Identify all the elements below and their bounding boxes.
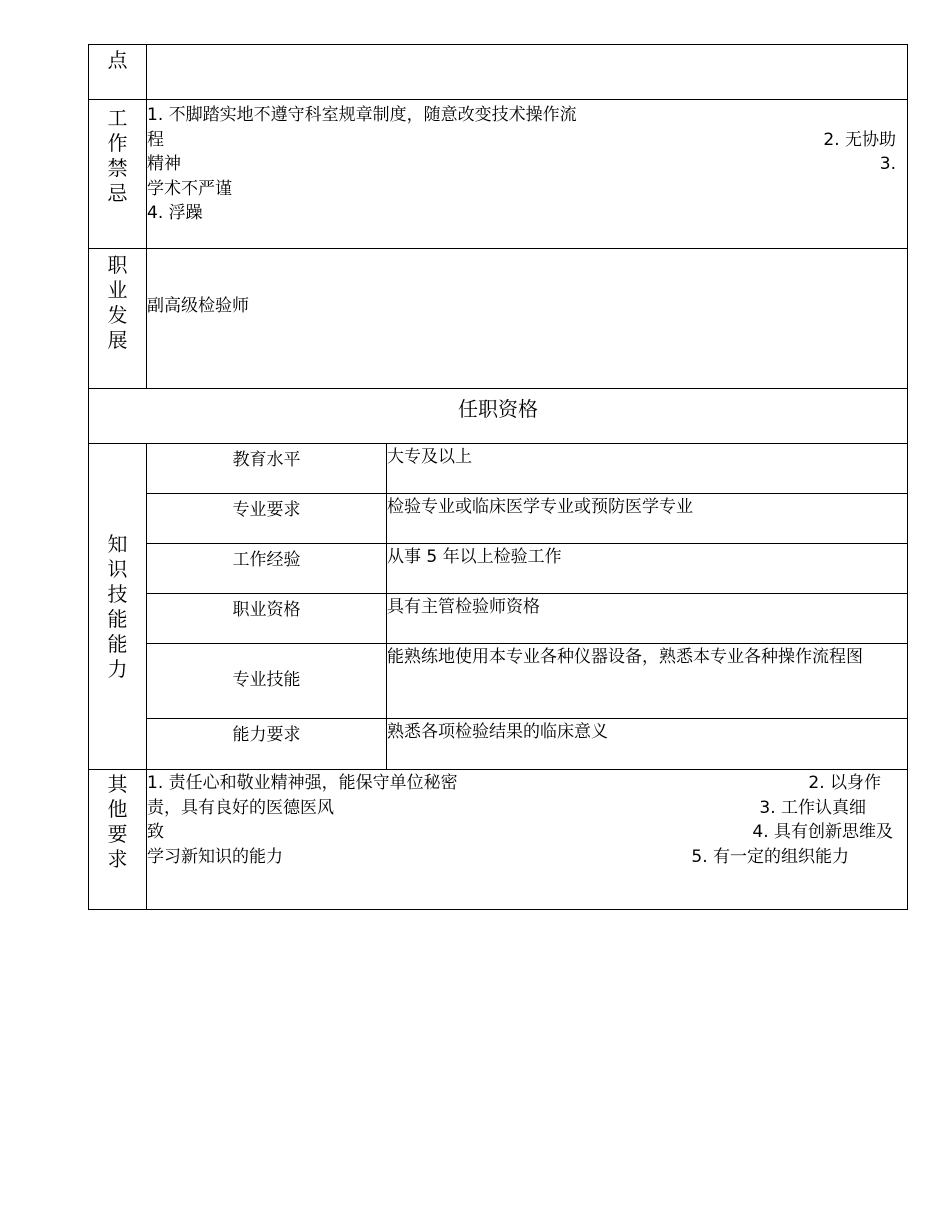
row-content-career [147,249,908,389]
row-content-other [147,770,908,910]
knowledge-label: 工作经验 [232,550,301,570]
knowledge-label: 专业要求 [232,500,301,520]
prohibition-line: 2. 无协助 [823,129,896,150]
knowledge-value-cell [387,644,908,719]
prohibition-line: 学术不严谨 [147,178,232,199]
knowledge-row [89,494,908,544]
knowledge-label: 职业资格 [232,600,301,620]
prohibition-line: 4. 浮躁 [147,203,203,223]
prohibition-line: 1. 不脚踏实地不遵守科室规章制度，随意改变技术操作流 [147,105,577,125]
other-line [147,771,907,796]
knowledge-label-cell [147,544,387,594]
knowledge-value-cell [387,719,908,770]
knowledge-value: 能熟练地使用本专业各种仪器设备，熟悉本专业各种操作流程图 [387,647,863,667]
knowledge-row [89,644,908,719]
other-line-right: 3. 工作认真细 [759,797,866,818]
other-line [147,820,907,845]
knowledge-value: 大专及以上 [387,447,472,467]
knowledge-value: 熟悉各项检验结果的临床意义 [387,722,608,742]
knowledge-value: 具有主管检验师资格 [387,597,540,617]
knowledge-label-cell [147,719,387,770]
row-career [89,249,908,389]
knowledge-label: 专业技能 [232,669,301,690]
knowledge-row [89,544,908,594]
job-description-table [88,44,908,910]
row-qualifications-title [89,389,908,444]
knowledge-row [89,719,908,770]
knowledge-row [89,444,908,494]
knowledge-label-cell [147,444,387,494]
section-title-cell [89,389,908,444]
row-content-prohibitions: 1. 不脚踏实地不遵守科室规章制度，随意改变技术操作流 程 2. 无协助 精神 3. 学术不严谨 4. 浮躁 [147,100,908,249]
other-line [147,845,907,870]
row-other [89,770,908,910]
other-line-left: 学习新知识的能力 [147,846,283,867]
other-line-right: 5. 有一定的组织能力 [691,846,849,867]
knowledge-value: 从事 5 年以上检验工作 [387,547,562,567]
section-title: 任职资格 [458,397,538,421]
other-line-left: 致 [147,822,164,842]
row-dian [89,45,908,100]
other-line-left: 责，具有良好的医德医风 [147,797,334,818]
other-line-right: 4. 具有创新思维及 [752,822,893,842]
other-line-left: 1. 责任心和敬业精神强，能保守单位秘密 [147,773,458,793]
knowledge-row [89,594,908,644]
knowledge-label-cell [147,594,387,644]
other-line [147,796,907,821]
other-line-right: 2. 以身作 [808,773,881,793]
career-path: 副高级检验师 [147,296,249,316]
row-header-label: 职业发展 [107,253,128,352]
row-header-label: 点 [107,48,128,72]
row-header-label: 其他要求 [107,772,128,871]
row-prohibitions [89,100,908,249]
row-header-dian [89,45,147,100]
prohibition-line: 3. [879,154,896,174]
row-header-prohibitions [89,100,147,249]
row-content-dian [147,45,908,100]
row-header-label: 工作禁忌 [107,106,128,205]
knowledge-label-cell [147,494,387,544]
knowledge-label: 教育水平 [232,450,301,470]
knowledge-value-cell [387,494,908,544]
row-header-knowledge [89,444,147,770]
knowledge-label: 能力要求 [232,725,301,745]
knowledge-label-cell [147,644,387,719]
knowledge-value-cell [387,444,908,494]
knowledge-value-cell [387,544,908,594]
row-header-label: 知识技能能力 [107,531,128,681]
row-header-other [89,770,147,910]
knowledge-value-cell [387,594,908,644]
row-header-career [89,249,147,389]
knowledge-value: 检验专业或临床医学专业或预防医学专业 [387,497,693,517]
